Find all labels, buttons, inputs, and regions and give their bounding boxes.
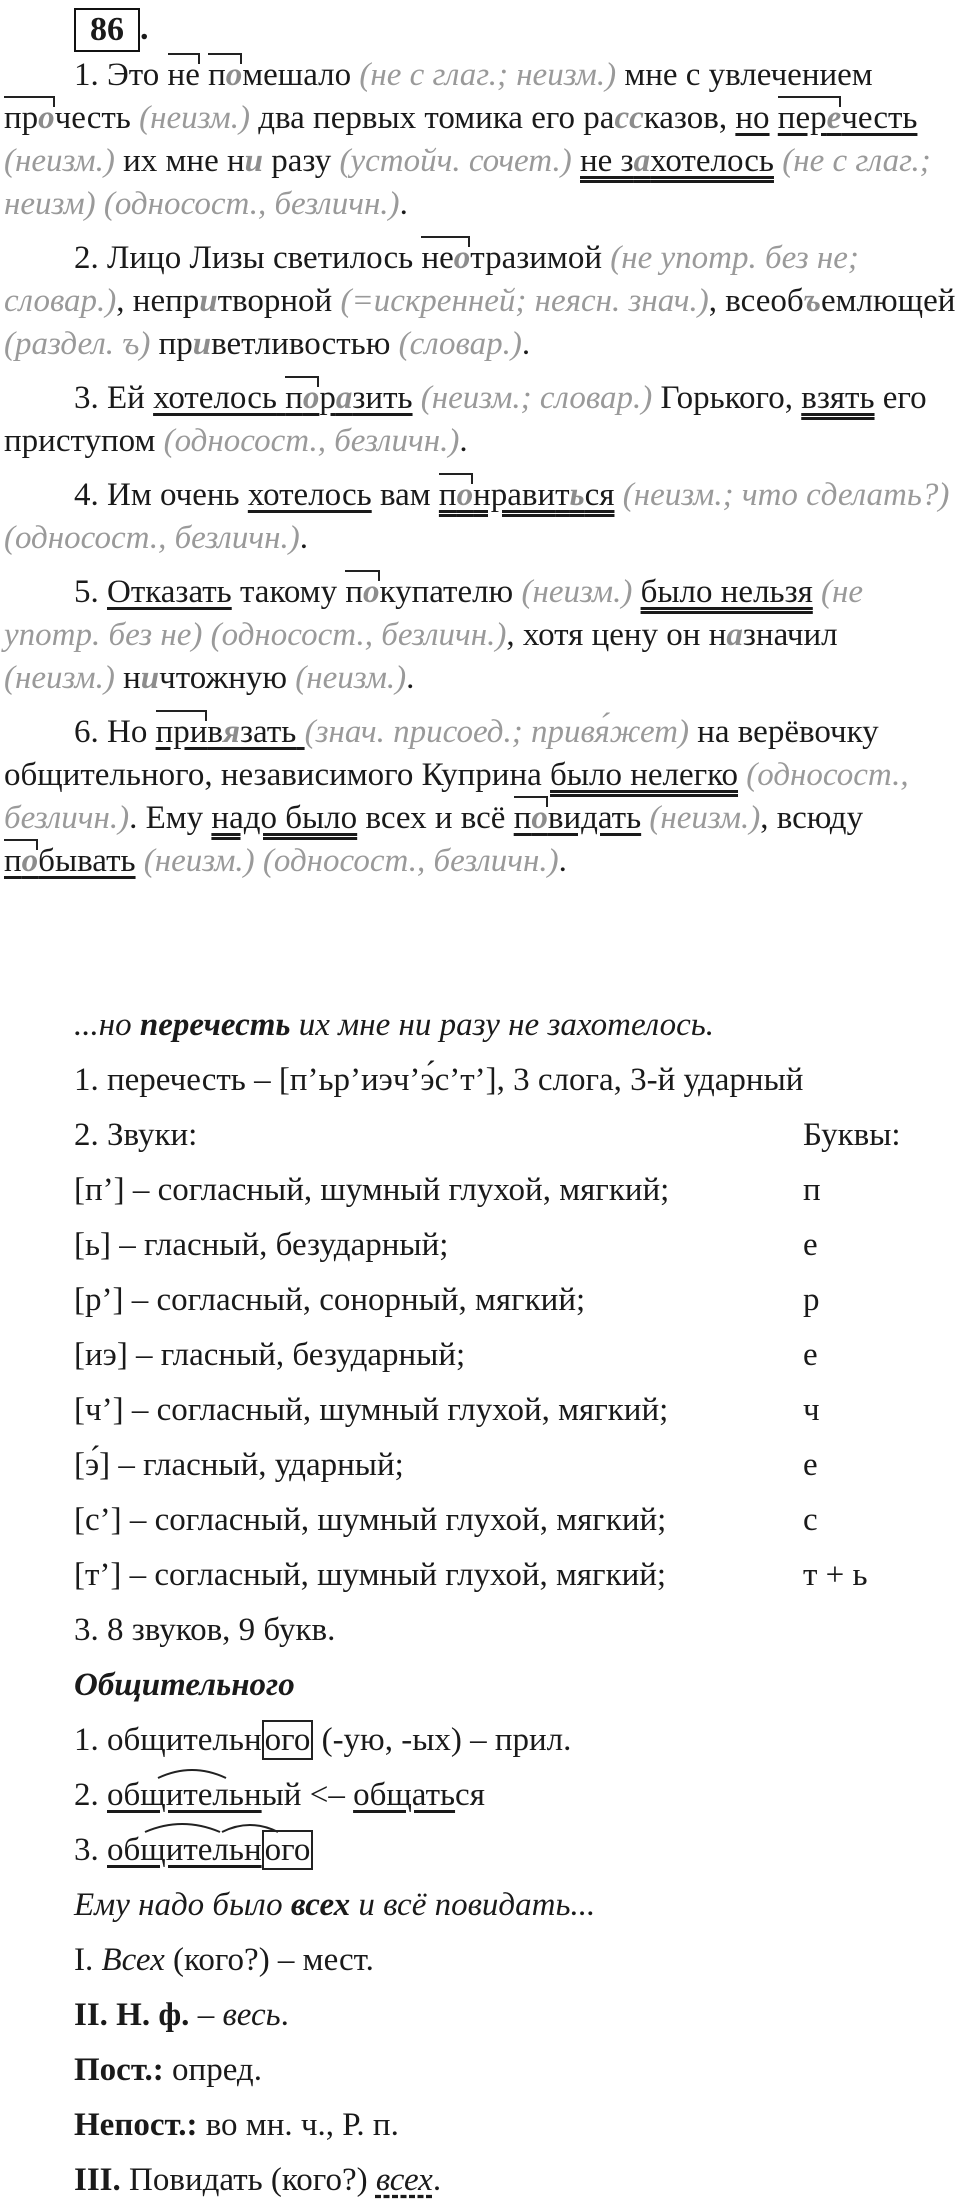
- text-run: Ему надо было: [74, 1887, 291, 1923]
- text-run: , всеоб: [708, 283, 804, 319]
- grammar-note: (неизм.): [513, 574, 633, 610]
- sound-letter: с: [803, 1502, 818, 1538]
- prefix-mark: [345, 574, 379, 610]
- highlighted-vowel: а: [335, 380, 353, 416]
- sound-description: [ь] – гласный, безударный;: [74, 1227, 449, 1263]
- text-run: ветливостью: [211, 326, 391, 362]
- grammar-note: (неизм.; словар.): [412, 380, 653, 416]
- text-run: бывать: [38, 843, 136, 879]
- highlighted-hard-sign: ъ: [803, 283, 822, 319]
- text-run: значил: [742, 617, 838, 653]
- text-run: п: [285, 380, 303, 416]
- highlighted-vowel: о: [225, 57, 243, 93]
- text-run: всех и всё: [357, 800, 514, 836]
- transcription-text: 1. перечесть – [п’ьр’иэч’э́с’т’], 3 слога, 3-й ударный: [74, 1062, 804, 1098]
- text-run: .: [280, 1997, 289, 2033]
- morph-line-2-text: [74, 1993, 289, 2037]
- exercise-text: [4, 54, 956, 894]
- text-run: Повидать (кого?): [120, 2162, 376, 2198]
- text-run: Горького,: [652, 380, 802, 416]
- morph-line-4-text: [74, 2103, 399, 2147]
- text-run: .: [299, 520, 308, 556]
- highlighted-vowel: а: [726, 617, 743, 653]
- sound-letter: п: [803, 1172, 821, 1208]
- sentence-2: [4, 237, 956, 366]
- text-run: Пост.:: [74, 2052, 164, 2088]
- text-run: хотелось: [153, 380, 277, 416]
- derivation-arrow: <–: [301, 1777, 354, 1813]
- prefix-mark: [285, 380, 319, 416]
- text-run: такому: [231, 574, 346, 610]
- stem-underline: общительн: [107, 1832, 262, 1868]
- exercise-number: [74, 8, 140, 52]
- text-run: емлющей: [821, 283, 956, 319]
- text-run: тразимой: [470, 240, 602, 276]
- text-run: зить: [352, 380, 413, 416]
- ending-box: ого: [262, 1830, 314, 1870]
- prefix-mark: [156, 714, 208, 750]
- highlighted-vowel: о: [453, 240, 471, 276]
- highlighted-vowel: и: [199, 283, 218, 319]
- exercise-number-text: 86: [90, 11, 124, 48]
- text-run: [572, 143, 580, 179]
- text-run: .: [406, 660, 415, 696]
- text-run: Всех: [101, 1942, 165, 1978]
- text-run: их мне н: [114, 143, 245, 179]
- text-run: [632, 574, 640, 610]
- sound-description: [иэ] – гласный, безударный;: [74, 1337, 466, 1373]
- text-run: [200, 57, 208, 93]
- highlighted-vowel: и: [244, 143, 263, 179]
- sound-description: [т’] – согласный, шумный глухой, мягкий;: [74, 1557, 667, 1593]
- text-run: пр: [4, 100, 39, 136]
- grammar-note: (не с глаг.; неизм.): [351, 57, 617, 93]
- text-run: Непост.:: [74, 2107, 198, 2143]
- morph-line-5-text: [74, 2158, 441, 2202]
- prefix-mark: [778, 100, 841, 136]
- ending-box: ого: [262, 1720, 314, 1760]
- text-run: казов,: [643, 100, 736, 136]
- text-run: непр: [132, 283, 200, 319]
- morph-intro-text: [74, 1883, 595, 1927]
- sentence-3: [4, 377, 956, 463]
- postfix: ся: [455, 1777, 485, 1813]
- text-run: весь: [222, 1997, 281, 2033]
- highlighted-vowel: о: [38, 100, 55, 136]
- morpheme-heading-text: Общительного: [74, 1667, 295, 1703]
- root-arc: [145, 1824, 220, 1832]
- morph-line-3-text: [74, 2048, 262, 2092]
- sound-description: [э́] – гласный, ударный;: [74, 1447, 404, 1483]
- highlighted-vowel: и: [140, 660, 160, 696]
- text-run: пер: [777, 100, 827, 136]
- text-run: 2.: [74, 1777, 107, 1813]
- grammar-note: (не употр. без не; словар.): [4, 240, 859, 319]
- sound-description: [р’] – согласный, сонорный, мягкий;: [74, 1282, 586, 1318]
- double-underlined-predicate: [580, 143, 774, 179]
- text-run: п: [208, 57, 226, 93]
- highlighted-vowel: о: [363, 574, 380, 610]
- text-run: 4. Им очень: [74, 477, 248, 513]
- prefix-mark: [4, 843, 38, 879]
- grammar-note: (не с глаг.; неизм) (односост., безличн.): [4, 143, 931, 222]
- text-run: (-ую, -ых) – прил.: [313, 1722, 572, 1758]
- analyzed-word: перечесть: [139, 1007, 291, 1043]
- sound-letter: е: [803, 1447, 818, 1483]
- letters-header: Буквы:: [803, 1117, 901, 1153]
- underlined-predicate: [514, 800, 641, 836]
- underlined-subject: Отказать: [107, 574, 232, 610]
- text-run: 2. Лицо Лизы светилось: [74, 240, 422, 276]
- text-run: на верёвочку общительного, независимого Куприна: [4, 714, 879, 793]
- text-run: творной: [217, 283, 333, 319]
- text-run: купателю: [379, 574, 514, 610]
- text-run: пр: [150, 326, 193, 362]
- text-run: чтожную: [159, 660, 288, 696]
- text-run: [296, 714, 304, 750]
- text-run: два первых томика его ра: [249, 100, 615, 136]
- text-run: п: [345, 574, 363, 610]
- grammar-note: (знач. присоед.; привя́жет): [304, 714, 689, 750]
- text-run: . Ему: [129, 800, 212, 836]
- text-run: его приступом: [4, 380, 927, 459]
- text-run: мешало: [242, 57, 352, 93]
- text-run: при: [155, 714, 208, 750]
- text-run: .: [459, 423, 468, 459]
- text-run: н: [114, 660, 141, 696]
- text-run: ,: [116, 283, 133, 319]
- analyzed-word: всех: [290, 1887, 351, 1923]
- double-underlined-predicate: взять: [801, 380, 875, 416]
- grammar-note: (неизм.): [641, 800, 761, 836]
- root-arc: [158, 1770, 226, 1778]
- double-underlined-predicate: было нельзя: [640, 574, 813, 610]
- prefix-mark: [421, 240, 470, 276]
- prefix-mark: [208, 57, 242, 93]
- text-run: хотелось: [650, 143, 774, 179]
- underlined-subject: [156, 714, 305, 750]
- analysis-intro-text: [74, 1003, 714, 1047]
- text-run: .: [432, 2162, 442, 2198]
- double-underlined-predicate: было нелегко: [550, 757, 739, 793]
- text-run: ся: [584, 477, 615, 513]
- text-run: не з: [580, 143, 634, 179]
- underlined-predicate: хотелось: [247, 477, 372, 513]
- highlighted-vowel: а: [633, 143, 651, 179]
- sentence-1: [4, 54, 956, 226]
- text-run: [277, 380, 285, 416]
- prefix-mark: [439, 477, 473, 513]
- text-run: п: [4, 843, 22, 879]
- text-run: .: [558, 843, 567, 879]
- text-run: р: [319, 380, 336, 416]
- grammar-note: (словар.): [390, 326, 522, 362]
- sound-letter: т + ь: [803, 1557, 868, 1593]
- text-run: 3. Ей: [74, 380, 154, 416]
- text-run: в: [207, 714, 224, 750]
- text-run: и всё повидать...: [350, 1887, 596, 1923]
- text-run: честь: [54, 100, 131, 136]
- totals-text: 3. 8 звуков, 9 букв.: [74, 1612, 336, 1648]
- text-run: зать: [240, 714, 297, 750]
- morph-line-1-text: [74, 1938, 374, 1982]
- text-run: I.: [74, 1942, 102, 1978]
- highlighted-vowel: о: [456, 477, 474, 513]
- text-run: (кого?) – мест.: [164, 1942, 374, 1978]
- text-run: ый: [261, 1777, 302, 1813]
- text-run: во мн. ч., Р. п.: [197, 2107, 399, 2143]
- text-run: [770, 100, 778, 136]
- grammar-note: (раздел. ъ): [4, 326, 151, 362]
- prefix-mark: [514, 800, 548, 836]
- text-run: , всюду: [760, 800, 864, 836]
- text-run: –: [189, 1997, 223, 2033]
- highlighted-vowel: я: [223, 714, 241, 750]
- text-run: не: [167, 57, 200, 93]
- text-run: опред.: [163, 2052, 262, 2088]
- text-run: п: [438, 477, 457, 513]
- grammar-note: (односост., безличн.): [4, 757, 909, 836]
- prefix-mark: [4, 100, 55, 136]
- sound-letter: ч: [803, 1392, 820, 1428]
- grammar-note: (односост., безличн.): [155, 423, 460, 459]
- sound-letter: е: [803, 1337, 818, 1373]
- sound-description: [п’] – согласный, шумный глухой, мягкий;: [74, 1172, 670, 1208]
- sound-description: [ч’] – согласный, шумный глухой, мягкий;: [74, 1392, 669, 1428]
- grammar-note: (неизм.): [287, 660, 407, 696]
- grammar-note: (неизм.): [4, 660, 115, 696]
- text-run: .: [521, 326, 531, 362]
- underlined-predicate: [4, 843, 136, 879]
- sentence-6: [4, 711, 956, 883]
- suffix-arc: [222, 1825, 278, 1832]
- morpheme-arcs: [110, 1760, 370, 1880]
- underlined-conjunction: но: [735, 100, 770, 136]
- text-run: .: [399, 186, 408, 222]
- sentence-5: [4, 571, 956, 700]
- underlined-predicate: [778, 100, 918, 136]
- object-underline: всех: [375, 2162, 433, 2198]
- grammar-note: (не употр. без не) (односост., безличн.): [4, 574, 864, 653]
- text-run: п: [513, 800, 532, 836]
- stem-underline: общительн: [107, 1777, 262, 1813]
- text-run: вам: [371, 477, 439, 513]
- grammar-note: (неизм.): [4, 143, 115, 179]
- highlighted-letters: сс: [614, 100, 644, 136]
- text-run: 3.: [74, 1832, 107, 1868]
- exercise-number-dot: .: [140, 10, 149, 47]
- highlighted-vowel: о: [531, 800, 548, 836]
- text-run: 1. общительн: [74, 1722, 262, 1758]
- sound-description: [с’] – согласный, шумный глухой, мягкий;: [74, 1502, 667, 1538]
- morpheme-line-1-text: [74, 1718, 571, 1762]
- text-run: разу: [262, 143, 332, 179]
- highlighted-vowel: о: [21, 843, 39, 879]
- prefix-mark: [168, 57, 200, 93]
- text-run: , хотя цену он н: [506, 617, 727, 653]
- highlighted-vowel: и: [192, 326, 212, 362]
- text-run: 6. Но: [74, 714, 156, 750]
- sounds-header: 2. Звуки:: [74, 1117, 198, 1153]
- sentence-4: [4, 474, 956, 560]
- text-run: т: [555, 477, 570, 513]
- text-run: мне с увлечением: [616, 57, 873, 93]
- underlined-predicate: [153, 380, 412, 416]
- grammar-note: (=искренней; неясн. знач.): [332, 283, 709, 319]
- text-run: II. Н. ф.: [74, 1997, 190, 2033]
- grammar-note: (устойч. сочет.): [331, 143, 572, 179]
- sound-letter: р: [803, 1282, 820, 1318]
- highlighted-soft-sign: ь: [569, 477, 585, 513]
- highlighted-vowel: о: [302, 380, 320, 416]
- text-run: честь: [841, 100, 918, 136]
- grammar-note: (неизм.) (односост., безличн.): [135, 843, 559, 879]
- text-run: ...но: [74, 1007, 140, 1043]
- text-run: 1. Это: [74, 57, 168, 93]
- stem-underline: общать: [353, 1777, 456, 1813]
- grammar-note: (неизм.; что сделать?) (односост., безличн.): [4, 477, 950, 556]
- text-run: нрави: [473, 477, 556, 513]
- text-run: III.: [74, 2162, 121, 2198]
- highlighted-vowel: е: [826, 100, 842, 136]
- text-run: видать: [547, 800, 642, 836]
- sound-letter: е: [803, 1227, 818, 1263]
- text-run: 5.: [74, 574, 107, 610]
- double-underlined-predicate: надо было: [211, 800, 358, 836]
- grammar-note: (неизм.): [130, 100, 250, 136]
- double-underlined-predicate: [439, 477, 615, 513]
- text-run: не: [421, 240, 454, 276]
- text-run: их мне ни разу не захотелось.: [290, 1007, 715, 1043]
